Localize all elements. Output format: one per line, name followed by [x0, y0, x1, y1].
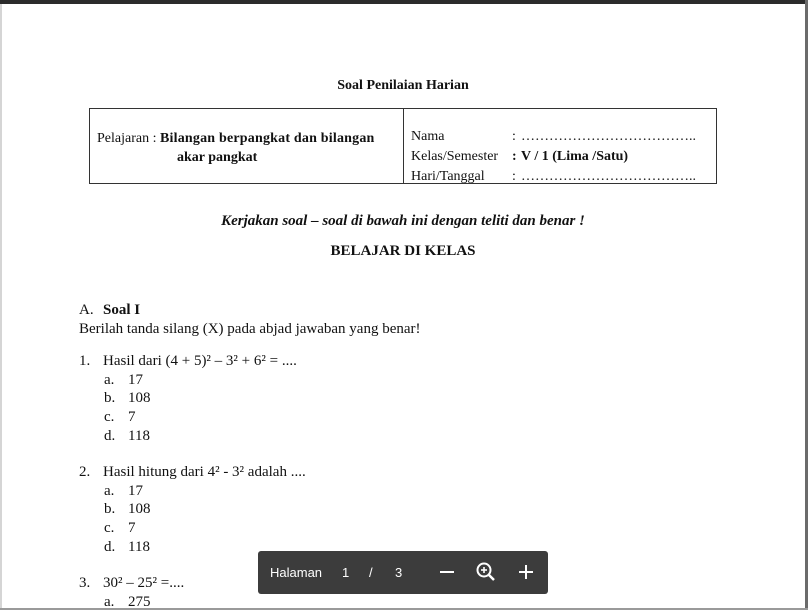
total-pages: 3 — [395, 565, 403, 580]
option-value: 108 — [128, 390, 151, 406]
page-toolbar — [258, 551, 548, 594]
section-description: Berilah tanda silang (X) pada abjad jawaban yang benar! — [79, 321, 421, 337]
info-separator: : — [512, 129, 516, 144]
page-separator: / — [369, 565, 373, 580]
option-key: d. — [104, 539, 116, 555]
section-subtitle: BELAJAR DI KELAS — [330, 243, 476, 259]
instruction-text: Kerjakan soal – soal di bawah ini dengan teliti dan benar ! — [221, 213, 585, 229]
question-2 — [79, 464, 306, 481]
option-key: b. — [104, 501, 116, 517]
document-title: Soal Penilaian Harian — [337, 78, 469, 93]
info-value: ……………………………….. — [521, 129, 696, 144]
option — [104, 390, 151, 407]
subject-label: Pelajaran : — [97, 131, 157, 146]
option — [104, 428, 150, 445]
option-key: a. — [104, 594, 115, 610]
minus-icon — [435, 560, 459, 584]
option — [104, 409, 136, 426]
page-label: Halaman — [270, 565, 323, 580]
question-text: Hasil dari (4 + 5)² – 3² + 6² = .... — [103, 353, 297, 369]
option — [104, 539, 150, 556]
question-number: 2. — [79, 464, 91, 480]
option — [104, 594, 151, 611]
info-value: ……………………………….. — [521, 169, 696, 184]
option-value: 17 — [128, 372, 143, 388]
option — [104, 372, 143, 389]
zoom-icon — [474, 560, 498, 584]
option-value: 118 — [128, 428, 150, 444]
section-number: A. — [79, 302, 94, 318]
question-number: 1. — [79, 353, 91, 369]
zoom-in-button[interactable] — [514, 560, 538, 584]
info-separator: : — [512, 169, 516, 184]
plus-icon — [514, 560, 538, 584]
option-key: c. — [104, 409, 115, 425]
option — [104, 501, 151, 518]
question-3 — [79, 575, 184, 592]
option-key: a. — [104, 483, 115, 499]
info-label: Kelas/Semester — [411, 149, 499, 164]
subject-line-2: akar pangkat — [177, 150, 258, 165]
question-text: 30² – 25² =.... — [103, 575, 185, 591]
subject-line-1 — [97, 129, 399, 148]
option-value: 108 — [128, 501, 151, 517]
subject-name: Bilangan berpangkat dan bilangan — [159, 131, 375, 146]
question-1 — [79, 353, 297, 370]
table-divider — [403, 109, 404, 183]
option-key: a. — [104, 372, 115, 388]
info-row-nama — [411, 127, 715, 147]
subject-cell — [97, 129, 399, 167]
question-text: Hasil hitung dari 4² - 3² adalah .... — [103, 464, 306, 480]
option-key: d. — [104, 428, 116, 444]
info-row-kelas — [411, 147, 715, 167]
option-value: 7 — [128, 409, 136, 425]
student-info-cell — [411, 127, 715, 187]
header-table — [89, 108, 717, 184]
info-label: Hari/Tanggal — [411, 169, 485, 184]
question-number: 3. — [79, 575, 91, 591]
option-value: 17 — [128, 483, 143, 499]
zoom-out-button[interactable] — [435, 560, 459, 584]
info-value: V / 1 (Lima /Satu) — [521, 149, 629, 164]
option-key: b. — [104, 390, 116, 406]
option — [104, 483, 143, 500]
option — [104, 520, 136, 537]
option-value: 7 — [128, 520, 136, 536]
option-key: c. — [104, 520, 115, 536]
option-value: 118 — [128, 539, 150, 555]
info-separator: : — [512, 149, 517, 164]
section-name: Soal I — [103, 302, 141, 318]
zoom-fit-button[interactable] — [474, 560, 498, 584]
option-value: 275 — [128, 594, 151, 610]
info-row-tanggal — [411, 167, 715, 187]
section-heading — [79, 302, 140, 319]
info-label: Nama — [411, 129, 445, 144]
current-page-input[interactable]: 1 — [342, 565, 350, 580]
